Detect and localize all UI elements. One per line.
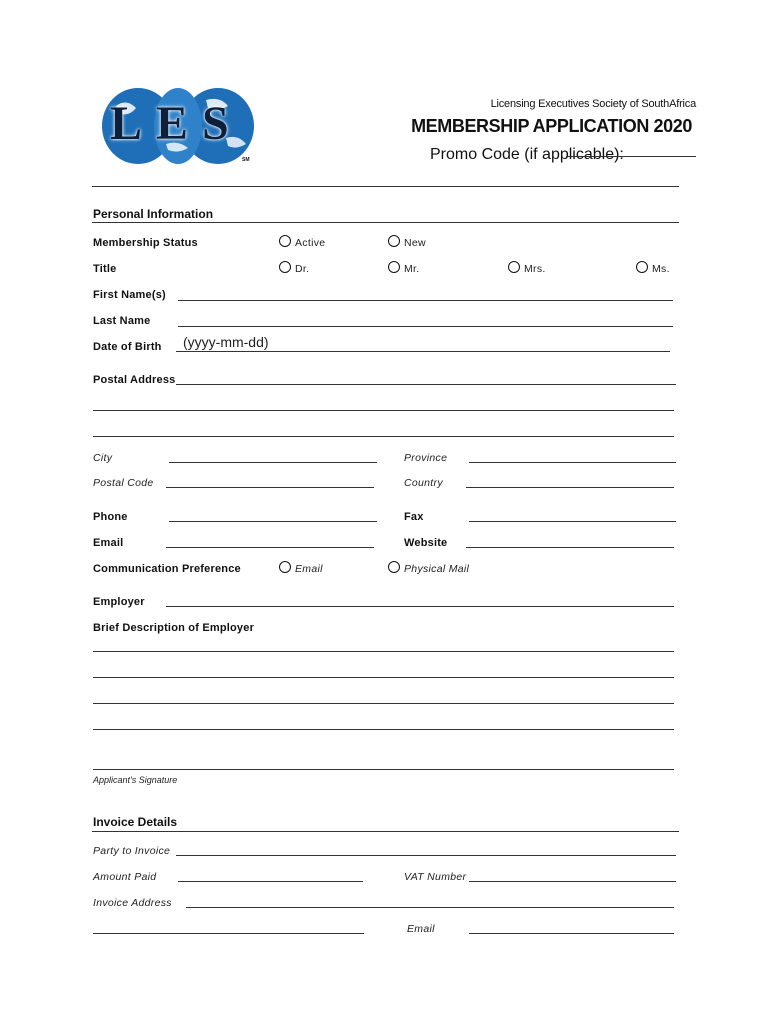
amount-label: Amount Paid: [93, 871, 157, 883]
comm-pref-label: Communication Preference: [93, 563, 241, 575]
invoice-address-field-2[interactable]: [93, 933, 364, 934]
postal-code-field[interactable]: [166, 487, 374, 488]
country-field[interactable]: [466, 487, 674, 488]
section-title-invoice: Invoice Details: [93, 815, 178, 829]
last-name-field[interactable]: [178, 326, 673, 327]
invoice-email-label: Email: [407, 923, 435, 935]
signature-field[interactable]: [93, 769, 674, 770]
employer-desc-field-2[interactable]: [93, 677, 674, 678]
org-name: Licensing Executives Society of SouthAfrica: [490, 98, 696, 110]
fax-label: Fax: [404, 511, 424, 523]
vat-label: VAT Number: [404, 871, 467, 883]
postal-code-label: Postal Code: [93, 477, 154, 489]
radio-ms[interactable]: [636, 261, 648, 273]
radio-active[interactable]: [279, 235, 291, 247]
phone-field[interactable]: [169, 521, 377, 522]
invoice-address-label: Invoice Address: [93, 897, 172, 909]
first-name-label: First Name(s): [93, 289, 166, 301]
radio-new[interactable]: [388, 235, 400, 247]
first-name-field[interactable]: [178, 300, 673, 301]
amount-field[interactable]: [178, 881, 363, 882]
membership-status-label: Membership Status: [93, 237, 198, 249]
option-dr-label: Dr.: [295, 263, 310, 275]
logo-mark: SM: [242, 157, 250, 163]
option-ms-label: Ms.: [652, 263, 670, 275]
invoice-address-field-1[interactable]: [186, 907, 674, 908]
radio-comm-email[interactable]: [279, 561, 291, 573]
website-label: Website: [404, 537, 448, 549]
radio-dr[interactable]: [279, 261, 291, 273]
employer-field[interactable]: [166, 606, 674, 607]
postal-address-field-1[interactable]: [176, 384, 676, 385]
email-field[interactable]: [166, 547, 374, 548]
invoice-email-field[interactable]: [469, 933, 674, 934]
form-title: MEMBERSHIP APPLICATION 2020: [411, 116, 692, 136]
logo-text: LES: [110, 97, 243, 150]
fax-field[interactable]: [469, 521, 676, 522]
postal-address-label: Postal Address: [93, 374, 176, 386]
province-label: Province: [404, 452, 448, 464]
dob-field[interactable]: [176, 351, 670, 352]
option-new-label: New: [404, 237, 426, 249]
section-title-personal: Personal Information: [93, 207, 214, 221]
option-mrs-label: Mrs.: [524, 263, 546, 275]
country-label: Country: [404, 477, 443, 489]
employer-desc-field-1[interactable]: [93, 651, 674, 652]
option-mr-label: Mr.: [404, 263, 420, 275]
employer-desc-field-3[interactable]: [93, 703, 674, 704]
party-field[interactable]: [176, 855, 676, 856]
employer-desc-label: Brief Description of Employer: [93, 622, 255, 634]
phone-label: Phone: [93, 511, 128, 523]
section-divider: [92, 222, 679, 223]
radio-mr[interactable]: [388, 261, 400, 273]
radio-comm-physical[interactable]: [388, 561, 400, 573]
option-comm-email-label: Email: [295, 563, 323, 575]
promo-code-field[interactable]: [566, 156, 696, 157]
postal-address-field-3[interactable]: [93, 436, 674, 437]
employer-desc-field-4[interactable]: [93, 729, 674, 730]
employer-label: Employer: [93, 596, 145, 608]
postal-address-field-2[interactable]: [93, 410, 674, 411]
last-name-label: Last Name: [93, 315, 151, 327]
signature-label: Applicant's Signature: [93, 775, 178, 785]
dob-placeholder: (yyyy-mm-dd): [183, 334, 269, 350]
radio-mrs[interactable]: [508, 261, 520, 273]
promo-code-label: Promo Code (if applicable):: [430, 146, 624, 163]
city-field[interactable]: [169, 462, 377, 463]
website-field[interactable]: [466, 547, 674, 548]
option-comm-physical-label: Physical Mail: [404, 563, 470, 575]
city-label: City: [93, 452, 113, 464]
vat-field[interactable]: [469, 881, 676, 882]
header-divider: [92, 186, 679, 187]
option-active-label: Active: [295, 237, 326, 249]
invoice-divider: [92, 831, 679, 832]
email-label: Email: [93, 537, 124, 549]
title-label: Title: [93, 263, 117, 275]
party-label: Party to Invoice: [93, 845, 171, 857]
dob-label: Date of Birth: [93, 341, 162, 353]
province-field[interactable]: [469, 462, 676, 463]
